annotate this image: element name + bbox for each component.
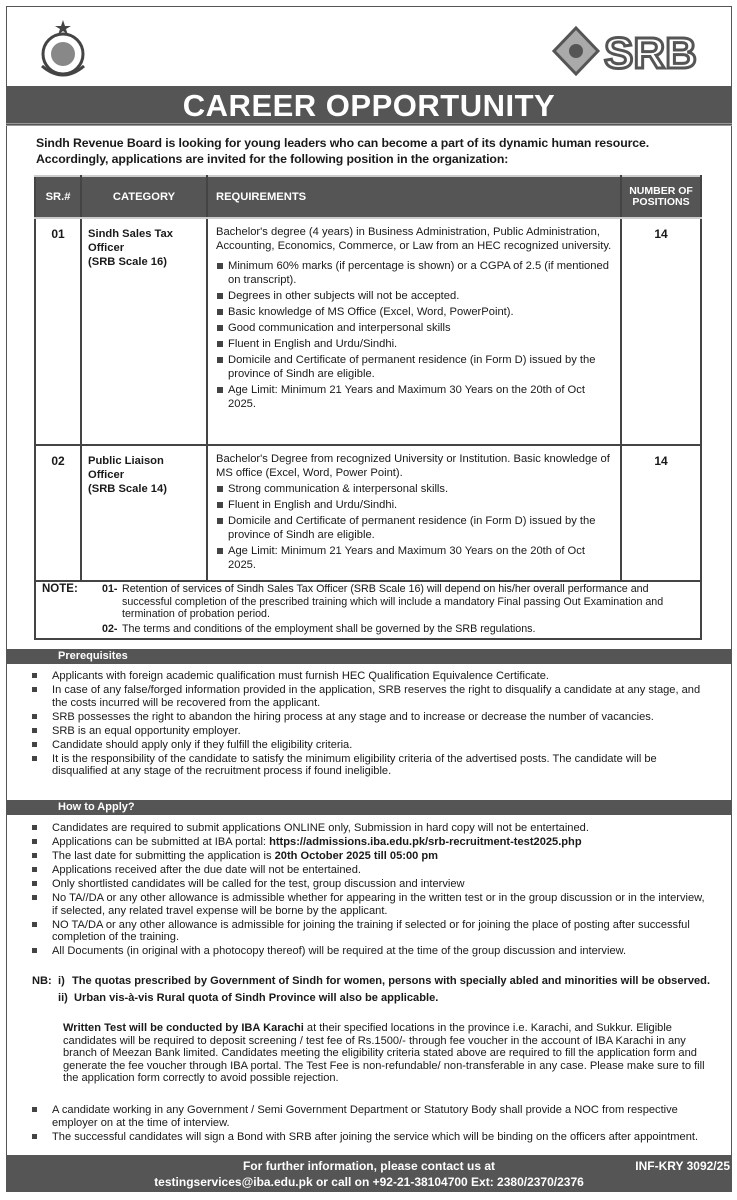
list-item: Domicile and Certificate of permanent residence (in Form D) issued by the province of Sindh are eligible. [216,353,614,381]
list-item: Candidate should apply only if they fulfill the eligibility criteria. [30,739,710,752]
note-number: 02- [102,622,118,635]
note-item [102,623,694,636]
footer-contact [6,1155,732,1192]
list-item: NO TA/DA or any other allowance is admissible for joining the training if selected or for joining the place of posting after successful completion of the training. [30,919,710,944]
list-item: Applications received after the due date will not be entertained. [30,864,710,877]
list-item: Only shortlisted candidates will be called for the test, group discussion and interview [30,878,710,891]
list-item: Strong communication & interpersonal skills. [216,482,614,496]
srb-logo-text: SRB [604,29,697,76]
list-item: It is the responsibility of the candidate to satisfy the minimum eligibility criteria of the advertised posts. The candidate will be disqualified at any stage of the recruitment process if found ineligible. [30,753,710,778]
col-sr: SR.# [35,176,81,218]
table-header [35,176,701,218]
list-item: SRB is an equal opportunity employer. [30,725,710,738]
list-item: Age Limit: Minimum 21 Years and Maximum 30 Years on the 20th of Oct 2025. [216,544,614,572]
row-category [81,218,207,445]
list-item: Basic knowledge of MS Office (Excel, Word, PowerPoint). [216,305,614,319]
row-sr: 02 [35,445,81,581]
nb-text: Urban vis-à-vis Rural quota of Sindh Province will also be applicable. [74,991,439,1004]
row-category [81,445,207,581]
nb-text: The quotas prescribed by Government of Sindh for women, persons with specially abled and minorities will be observed. [72,975,711,987]
nb-number: i) [58,975,65,987]
note-text: Retention of services of Sindh Sales Tax Officer (SRB Scale 16) will depend on his/her overall performance and successful completion of the prescribed training which will include a mandatory Final passing Out Examination and termination of probation period. [122,583,664,620]
written-test-paragraph [63,1022,711,1085]
list-item: Domicile and Certificate of permanent residence (in Form D) issued by the province of Sindh are eligible. [216,514,614,542]
list-item: Degrees in other subjects will not be accepted. [216,289,614,303]
page-title: CAREER OPPORTUNITY [6,86,732,126]
list-item: SRB possesses the right to abandon the hiring process at any stage and to increase or decrease the number of vacancies. [30,711,710,724]
how-to-apply-list [30,822,710,959]
list-item: Fluent in English and Urdu/Sindhi. [216,337,614,351]
requirements-list [216,259,614,411]
row-positions: 14 [621,445,701,581]
list-item: Fluent in English and Urdu/Sindhi. [216,498,614,512]
prerequisites-list [30,670,710,779]
sindh-government-emblem [34,18,92,80]
portal-label: Applications can be submitted at IBA portal: [52,835,270,848]
col-requirements: REQUIREMENTS [207,176,621,218]
row-positions: 14 [621,218,701,445]
col-category: CATEGORY [81,176,207,218]
nb-item [32,975,712,988]
requirements-intro: Bachelor's Degree from recognized University or Institution. Basic knowledge of MS office (Excel, Word, Power Point). [216,453,610,479]
nb-label: NB: [32,975,52,987]
row-requirements [207,445,621,581]
nb-item [32,992,712,1005]
requirements-list [216,482,614,572]
list-item: Minimum 60% marks (if percentage is shown) or a CGPA of 2.5 (if mentioned on transcript). [216,259,614,287]
list-item [30,836,710,849]
row-requirements [207,218,621,445]
table-row [35,218,701,445]
note-text: The terms and conditions of the employment shall be governed by the SRB regulations. [122,622,536,635]
nb-number: ii) [58,991,68,1004]
list-item: Good communication and interpersonal skills [216,321,614,335]
list-item: Age Limit: Minimum 21 Years and Maximum 30 Years on the 20th of Oct 2025. [216,383,614,411]
note-item [102,583,694,621]
how-to-apply-heading: How to Apply? [6,800,732,815]
written-test-bold: Written Test will be conducted by IBA Karachi [63,1022,304,1034]
portal-link[interactable]: https://admissions.iba.edu.pk/srb-recruitment-test2025.php [269,835,582,848]
list-item: No TA//DA or any other allowance is admissible whether for appearing in the written test or in the group discussion or in the interview, if selected, any related travel expense will be borne by the applicant. [30,892,710,917]
ad-reference-number: INF-KRY 3092/25 [635,1159,730,1173]
list-item: Candidates are required to submit applications ONLINE only, Submission in hard copy will not be entertained. [30,822,710,835]
note-label: NOTE: [42,583,78,595]
list-item: All Documents (in original with a photocopy thereof) will be required at the time of the group discussion and interview. [30,945,710,958]
positions-table [34,175,702,582]
written-test-text: at their specified locations in the province i.e. Karachi, and Sukkur. Eligible candidates will be required to deposit screening / test fee of Rs.1500/- through fee voucher in the account of IBA Karachi in any branch of Meezan Bank limited. Candidates meeting the eligibility criteria stated above are required to fill the application form and generate the fee voucher through IBA portal. The Test Fee is non-refundable/ non-transferable in any case. Please make sure to fill the application form correctly to avoid possible rejection. [63,1022,705,1085]
deadline-label: The last date for submitting the application is [52,849,275,862]
footer-contact-details: testingservices@iba.edu.pk or call on +92-21-38104700 Ext: 2380/2370/2376 [154,1175,584,1189]
nb-section [32,975,712,1004]
list-item: A candidate working in any Government / Semi Government Department or Statutory Body shall provide a NOC from respective employer on at the time of interview. [30,1104,710,1129]
note-number: 01- [102,583,118,595]
final-list [30,1104,710,1145]
note-section [34,580,702,640]
deadline-date: 20th October 2025 till 05:00 pm [274,849,439,862]
row-sr: 01 [35,218,81,445]
list-item: In case of any false/forged information provided in the application, SRB reserves the right to disqualify a candidate at any stage, and the costs incurred will be recovered from the applicant. [30,684,710,709]
footer-line1: For further information, please contact us at [242,1159,496,1173]
list-item: Applicants with foreign academic qualification must furnish HEC Qualification Equivalence Certificate. [30,670,710,683]
category-scale: (SRB Scale 16) [88,256,167,268]
list-item: The successful candidates will sign a Bond with SRB after joining the service which will be binding on the officers after appointment. [30,1131,710,1144]
category-name: Sindh Sales Tax Officer [88,228,173,254]
col-positions: NUMBER OF POSITIONS [621,176,701,218]
intro-text: Sindh Revenue Board is looking for young leaders who can become a part of its dynamic human resource. Accordingly, applications are invited for the following position in the organization: [36,136,650,166]
list-item [30,850,710,863]
category-name: Public Liaison Officer [88,455,164,481]
srb-logo [552,26,714,76]
category-scale: (SRB Scale 14) [88,483,167,495]
requirements-intro: Bachelor's degree (4 years) in Business Administration, Public Administration, Accounting, Economics, Commerce, or Law from an HEC recognized university. [216,226,612,252]
table-row [35,445,701,581]
prerequisites-heading: Prerequisites [6,649,732,664]
